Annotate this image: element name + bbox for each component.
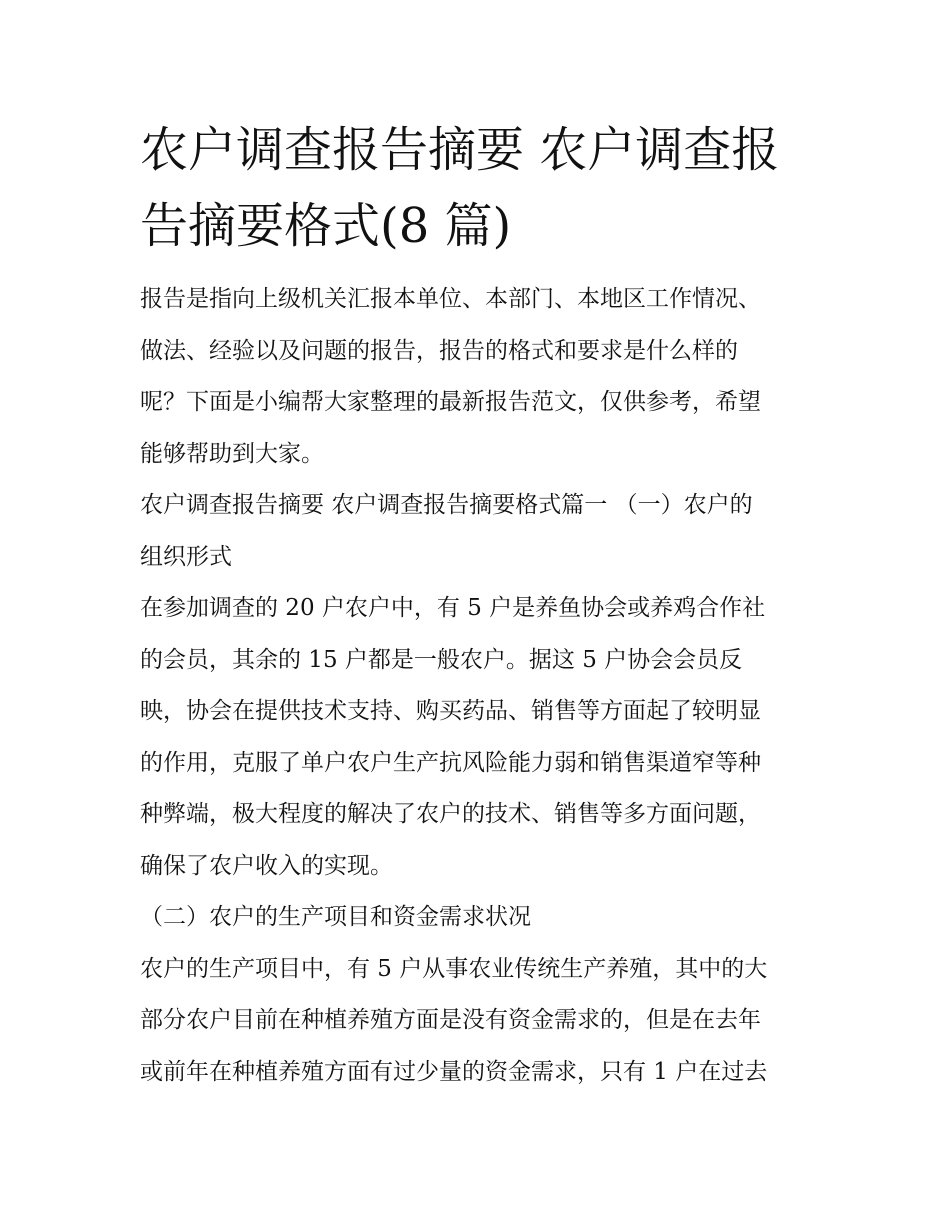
text-line: 报告是指向上级机关汇报本单位、本部门、本地区工作情况、 xyxy=(140,286,761,312)
document-body xyxy=(140,112,820,1098)
body-paragraph xyxy=(140,583,820,892)
section-heading xyxy=(140,480,820,583)
intro-paragraph xyxy=(140,274,820,480)
body-paragraph xyxy=(140,944,820,1099)
title-line: 告摘要格式(8 篇) xyxy=(140,198,512,254)
title-line: 农户调查报告摘要 农户调查报 xyxy=(140,122,780,178)
text-line: 农户调查报告摘要 农户调查报告摘要格式篇一 （一）农户的 xyxy=(140,492,753,518)
section-heading xyxy=(140,892,820,944)
document-title xyxy=(140,112,820,264)
text-line: 组织形式 xyxy=(140,543,232,570)
text-line: 种弊端，极大程度的解决了农户的技术、销售等多方面问题， xyxy=(140,801,761,827)
text-line: 的会员，其余的 15 户都是一般农户。据这 5 户协会会员反 xyxy=(140,646,743,673)
text-line: 或前年在种植养殖方面有过少量的资金需求，只有 1 户在过去 xyxy=(140,1058,768,1085)
text-line: 能够帮助到大家。 xyxy=(140,440,324,467)
text-line: 在参加调查的 20 户农户中，有 5 户是养鱼协会或养鸡合作社 xyxy=(140,595,766,621)
text-line: 映，协会在提供技术支持、购买药品、销售等方面起了较明显 xyxy=(140,698,761,724)
text-line: 做法、经验以及问题的报告，报告的格式和要求是什么样的 xyxy=(140,337,738,364)
text-line: 的作用，克服了单户农户生产抗风险能力弱和销售渠道窄等种 xyxy=(140,749,761,776)
text-line: （二）农户的生产项目和资金需求状况 xyxy=(140,904,531,930)
text-line: 确保了农户收入的实现。 xyxy=(140,852,393,879)
text-line: 农户的生产项目中，有 5 户从事农业传统生产养殖，其中的大 xyxy=(140,955,768,982)
text-line: 部分农户目前在种植养殖方面是没有资金需求的，但是在去年 xyxy=(140,1007,761,1033)
text-line: 呢？下面是小编帮大家整理的最新报告范文，仅供参考，希望 xyxy=(140,389,761,415)
